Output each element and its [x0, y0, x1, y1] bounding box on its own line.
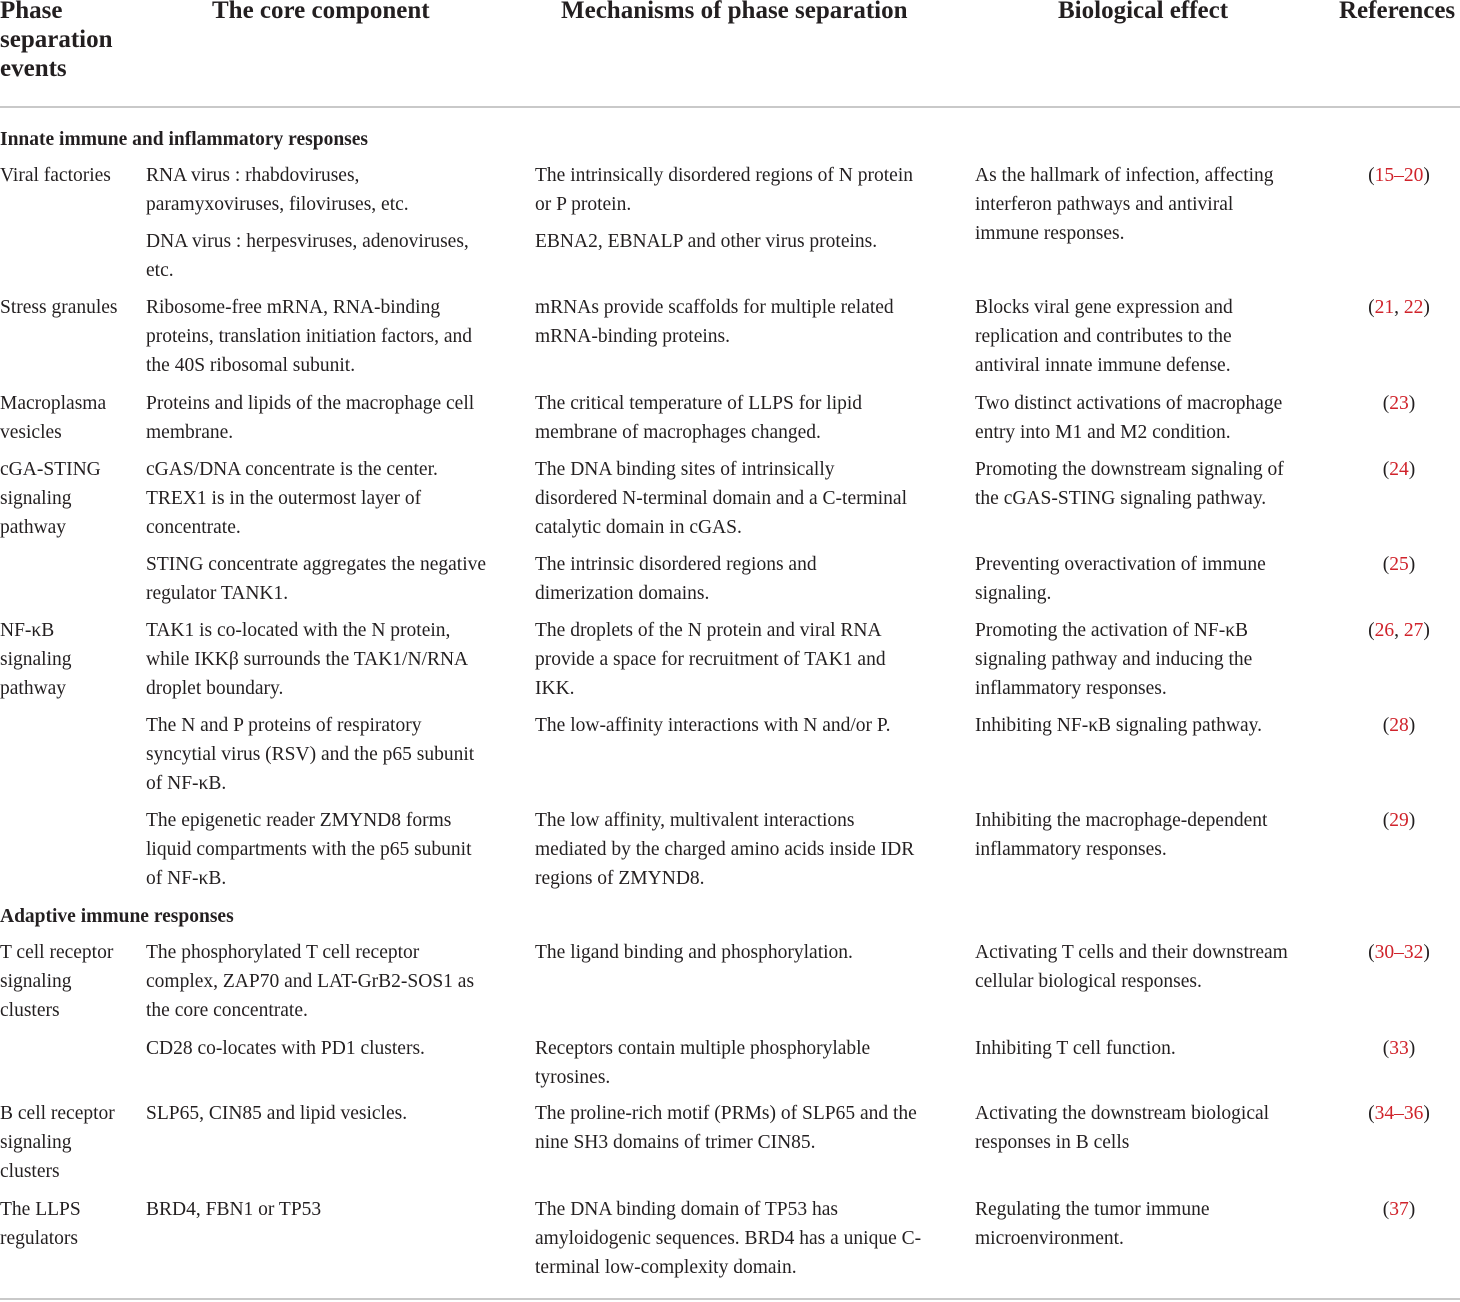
component-line: while IKKβ surrounds the TAK1/N/RNA: [146, 649, 469, 670]
mechanism-line: Receptors contain multiple phosphorylable: [535, 1038, 871, 1059]
effect-line: Inhibiting NF-κB signaling pathway.: [975, 715, 1262, 736]
effect-line: Blocks viral gene expression and: [975, 297, 1233, 318]
mechanism-line: mediated by the charged amino acids inside IDR: [535, 839, 915, 860]
event-line: pathway: [0, 517, 67, 538]
mechanism-line: membrane of macrophages changed.: [535, 422, 821, 443]
event-line: B cell receptor: [0, 1103, 115, 1124]
reference-link[interactable]: 24: [1389, 459, 1409, 480]
mechanism-cell: [535, 293, 894, 351]
ref-paren: ): [1408, 459, 1416, 480]
mechanism-line: nine SH3 domains of trimer CIN85.: [535, 1132, 816, 1153]
event-line: signaling: [0, 1132, 72, 1153]
mechanism-cell: [535, 1099, 917, 1157]
effect-cell: [975, 711, 1262, 740]
effect-line: entry into M1 and M2 condition.: [975, 422, 1231, 443]
mechanism-line: EBNA2, EBNALP and other virus proteins.: [535, 231, 878, 252]
header-rule: [0, 106, 1460, 108]
ref-separator: ,: [1394, 620, 1404, 641]
component-line: The epigenetic reader ZMYND8 forms: [146, 810, 452, 831]
event-line: clusters: [0, 1161, 60, 1182]
mechanism-line: IKK.: [535, 678, 575, 699]
ref-paren: ): [1423, 297, 1430, 318]
mechanism-cell: [535, 389, 862, 447]
event-line: The LLPS: [0, 1199, 81, 1220]
effect-cell: [975, 550, 1266, 608]
event-line: clusters: [0, 1000, 60, 1021]
ref-paren: ): [1408, 393, 1416, 414]
ref-paren: (: [1382, 554, 1390, 575]
reference-cell: [1354, 389, 1444, 418]
event-line: signaling: [0, 971, 72, 992]
event-line: Macroplasma: [0, 393, 107, 414]
mechanism-cell: [535, 711, 890, 740]
reference-cell: [1354, 161, 1444, 190]
reference-cell: [1354, 616, 1444, 645]
ref-paren: ): [1423, 1103, 1430, 1124]
header-phase-events: [0, 0, 140, 83]
component-cell: [146, 711, 474, 798]
effect-line: immune responses.: [975, 223, 1125, 244]
mechanism-line: mRNA-binding proteins.: [535, 326, 730, 347]
ref-paren: (: [1368, 1103, 1375, 1124]
mechanism-line: disordered N-terminal domain and a C-terminal: [535, 488, 908, 509]
component-line: of NF-κB.: [146, 868, 227, 889]
effect-line: microenvironment.: [975, 1228, 1124, 1249]
event-line: T cell receptor: [0, 942, 114, 963]
effect-line: cellular biological responses.: [975, 971, 1202, 992]
mechanism-cell: [535, 806, 914, 893]
reference-link[interactable]: 23: [1389, 393, 1409, 414]
component-line: CD28 co-locates with PD1 clusters.: [146, 1038, 425, 1059]
effect-cell: [975, 1034, 1176, 1063]
reference-cell: [1354, 550, 1444, 579]
component-cell: [146, 1195, 321, 1224]
ref-paren: ): [1423, 942, 1430, 963]
mechanism-line: The low affinity, multivalent interactions: [535, 810, 855, 831]
header-line: separation: [0, 26, 113, 53]
reference-link[interactable]: 37: [1389, 1199, 1409, 1220]
component-line: liquid compartments with the p65 subunit: [146, 839, 472, 860]
component-line: SLP65, CIN85 and lipid vesicles.: [146, 1103, 408, 1124]
event-cell: [0, 293, 118, 322]
effect-line: Two distinct activations of macrophage: [975, 393, 1283, 414]
reference-link[interactable]: 21: [1374, 297, 1395, 318]
mechanism-line: provide a space for recruitment of TAK1 and: [535, 649, 886, 670]
ref-paren: (: [1382, 715, 1390, 736]
component-line: BRD4, FBN1 or TP53: [146, 1199, 322, 1220]
effect-line: interferon pathways and antiviral: [975, 194, 1234, 215]
component-line: RNA virus : rhabdoviruses,: [146, 165, 360, 186]
header-references: References: [1339, 0, 1456, 24]
effect-line: Inhibiting T cell function.: [975, 1038, 1176, 1059]
component-line: The N and P proteins of respiratory: [146, 715, 422, 736]
mechanism-line: The intrinsically disordered regions of N protein: [535, 165, 913, 186]
component-cell: [146, 293, 472, 380]
mechanism-cell: [535, 1195, 921, 1282]
effect-line: Inhibiting the macrophage-dependent: [975, 810, 1268, 831]
component-line: of NF-κB.: [146, 773, 227, 794]
component-line: paramyxoviruses, filoviruses, etc.: [146, 194, 409, 215]
reference-cell: [1354, 938, 1444, 967]
component-line: TAK1 is co-located with the N protein,: [146, 620, 451, 641]
reference-link[interactable]: 26: [1374, 620, 1395, 641]
effect-cell: [975, 616, 1252, 703]
component-cell: [146, 227, 469, 285]
component-line: Proteins and lipids of the macrophage cell: [146, 393, 475, 414]
component-line: membrane.: [146, 422, 234, 443]
event-cell: [0, 389, 106, 447]
ref-paren: (: [1382, 459, 1390, 480]
component-line: cGAS/DNA concentrate is the center.: [146, 459, 438, 480]
effect-line: responses in B cells: [975, 1132, 1130, 1153]
component-line: proteins, translation initiation factors, and: [146, 326, 473, 347]
mechanism-line: or P protein.: [535, 194, 632, 215]
component-line: STING concentrate aggregates the negative: [146, 554, 487, 575]
effect-line: As the hallmark of infection, affecting: [975, 165, 1274, 186]
component-line: the core concentrate.: [146, 1000, 308, 1021]
bottom-rule: [0, 1298, 1460, 1300]
effect-line: Activating T cells and their downstream: [975, 942, 1288, 963]
ref-paren: ): [1423, 165, 1430, 186]
ref-paren: ): [1423, 620, 1430, 641]
reference-link[interactable]: 22: [1403, 297, 1424, 318]
reference-link[interactable]: 25: [1389, 554, 1409, 575]
header-biological-effect: Biological effect: [1058, 0, 1229, 24]
effect-cell: [975, 1099, 1269, 1157]
effect-cell: [975, 389, 1282, 447]
reference-cell: [1354, 1195, 1444, 1224]
mechanism-line: dimerization domains.: [535, 583, 710, 604]
component-line: syncytial virus (RSV) and the p65 subunit: [146, 744, 475, 765]
effect-cell: [975, 1195, 1210, 1253]
event-cell: [0, 938, 113, 1025]
reference-link[interactable]: 27: [1403, 620, 1424, 641]
ref-paren: (: [1382, 393, 1390, 414]
component-cell: [146, 1099, 407, 1128]
header-line: Phase: [0, 0, 63, 24]
mechanism-line: amyloidogenic sequences. BRD4 has a unique C-: [535, 1228, 922, 1249]
reference-link[interactable]: 15–20: [1374, 165, 1424, 186]
reference-cell: [1354, 1099, 1444, 1128]
effect-line: signaling pathway and inducing the: [975, 649, 1253, 670]
event-line: Stress granules: [0, 297, 118, 318]
component-line: the 40S ribosomal subunit.: [146, 355, 356, 376]
component-line: The phosphorylated T cell receptor: [146, 942, 420, 963]
mechanism-cell: [535, 550, 817, 608]
ref-paren: ): [1408, 554, 1416, 575]
effect-line: inflammatory responses.: [975, 839, 1167, 860]
reference-link[interactable]: 33: [1389, 1038, 1409, 1059]
mechanism-line: The low-affinity interactions with N and/or P.: [535, 715, 891, 736]
mechanism-line: The ligand binding and phosphorylation.: [535, 942, 853, 963]
component-line: complex, ZAP70 and LAT-GrB2-SOS1 as: [146, 971, 475, 992]
effect-line: Promoting the activation of NF-κB: [975, 620, 1249, 641]
component-cell: [146, 550, 486, 608]
effect-cell: [975, 806, 1267, 864]
ref-paren: (: [1368, 942, 1375, 963]
mechanism-cell: [535, 227, 877, 256]
effect-line: replication and contributes to the: [975, 326, 1232, 347]
effect-line: antiviral innate immune defense.: [975, 355, 1231, 376]
event-cell: [0, 1195, 81, 1253]
event-line: signaling: [0, 649, 72, 670]
event-cell: [0, 1099, 115, 1186]
ref-paren: (: [1382, 1199, 1390, 1220]
event-line: NF-κB: [0, 620, 55, 641]
reference-cell: [1354, 293, 1444, 322]
event-line: Viral factories: [0, 165, 111, 186]
effect-line: the cGAS-STING signaling pathway.: [975, 488, 1267, 509]
component-cell: [146, 1034, 425, 1063]
mechanism-cell: [535, 1034, 870, 1092]
reference-link[interactable]: 28: [1389, 715, 1409, 736]
mechanism-line: mRNAs provide scaffolds for multiple related: [535, 297, 894, 318]
mechanism-line: The proline-rich motif (PRMs) of SLP65 and the: [535, 1103, 917, 1124]
component-line: Ribosome-free mRNA, RNA-binding: [146, 297, 441, 318]
section-innate: Innate immune and inflammatory responses: [0, 129, 368, 150]
ref-separator: ,: [1394, 297, 1404, 318]
mechanism-line: The intrinsic disordered regions and: [535, 554, 817, 575]
component-line: etc.: [146, 260, 174, 281]
event-cell: [0, 455, 101, 542]
header-line: events: [0, 55, 67, 82]
mechanism-line: tyrosines.: [535, 1067, 611, 1088]
reference-cell: [1354, 806, 1444, 835]
effect-cell: [975, 161, 1274, 248]
effect-line: Regulating the tumor immune: [975, 1199, 1210, 1220]
reference-link[interactable]: 29: [1389, 810, 1409, 831]
component-line: concentrate.: [146, 517, 241, 538]
ref-paren: (: [1382, 810, 1390, 831]
effect-cell: [975, 455, 1284, 513]
event-cell: [0, 161, 111, 190]
effect-cell: [975, 938, 1288, 996]
mechanism-cell: [535, 455, 907, 542]
event-line: signaling: [0, 488, 72, 509]
ref-paren: ): [1408, 1038, 1416, 1059]
component-cell: [146, 455, 438, 542]
effect-line: Preventing overactivation of immune: [975, 554, 1266, 575]
section-adaptive: Adaptive immune responses: [0, 906, 234, 927]
mechanism-cell: [535, 616, 886, 703]
ref-paren: (: [1368, 620, 1375, 641]
effect-line: Activating the downstream biological: [975, 1103, 1270, 1124]
mechanism-line: regions of ZMYND8.: [535, 868, 705, 889]
header-core-component: The core component: [212, 0, 430, 24]
event-line: cGA-STING: [0, 459, 101, 480]
reference-cell: [1354, 455, 1444, 484]
reference-link[interactable]: 30–32: [1374, 942, 1424, 963]
component-line: TREX1 is in the outermost layer of: [146, 488, 422, 509]
component-cell: [146, 389, 474, 447]
ref-paren: ): [1408, 810, 1416, 831]
mechanism-line: The DNA binding sites of intrinsically: [535, 459, 835, 480]
ref-paren: (: [1368, 297, 1375, 318]
effect-cell: [975, 293, 1233, 380]
event-line: regulators: [0, 1228, 78, 1249]
event-line: vesicles: [0, 422, 62, 443]
effect-line: inflammatory responses.: [975, 678, 1167, 699]
effect-line: Promoting the downstream signaling of: [975, 459, 1284, 480]
ref-paren: ): [1408, 715, 1416, 736]
component-line: droplet boundary.: [146, 678, 284, 699]
component-line: DNA virus : herpesviruses, adenoviruses,: [146, 231, 469, 252]
event-line: pathway: [0, 678, 67, 699]
ref-paren: ): [1408, 1199, 1416, 1220]
ref-paren: (: [1368, 165, 1375, 186]
component-cell: [146, 616, 468, 703]
reference-link[interactable]: 34–36: [1374, 1103, 1424, 1124]
mechanism-line: catalytic domain in cGAS.: [535, 517, 742, 538]
event-cell: [0, 616, 72, 703]
header-mechanisms: Mechanisms of phase separation: [561, 0, 908, 24]
component-cell: [146, 161, 409, 219]
component-line: regulator TANK1.: [146, 583, 289, 604]
reference-cell: [1354, 711, 1444, 740]
mechanism-cell: [535, 161, 913, 219]
mechanism-line: The DNA binding domain of TP53 has: [535, 1199, 838, 1220]
component-cell: [146, 938, 474, 1025]
ref-paren: (: [1382, 1038, 1390, 1059]
mechanism-line: terminal low-complexity domain.: [535, 1257, 797, 1278]
mechanism-line: The droplets of the N protein and viral RNA: [535, 620, 882, 641]
reference-cell: [1354, 1034, 1444, 1063]
component-cell: [146, 806, 472, 893]
mechanism-line: The critical temperature of LLPS for lipid: [535, 393, 863, 414]
mechanism-cell: [535, 938, 853, 967]
effect-line: signaling.: [975, 583, 1052, 604]
